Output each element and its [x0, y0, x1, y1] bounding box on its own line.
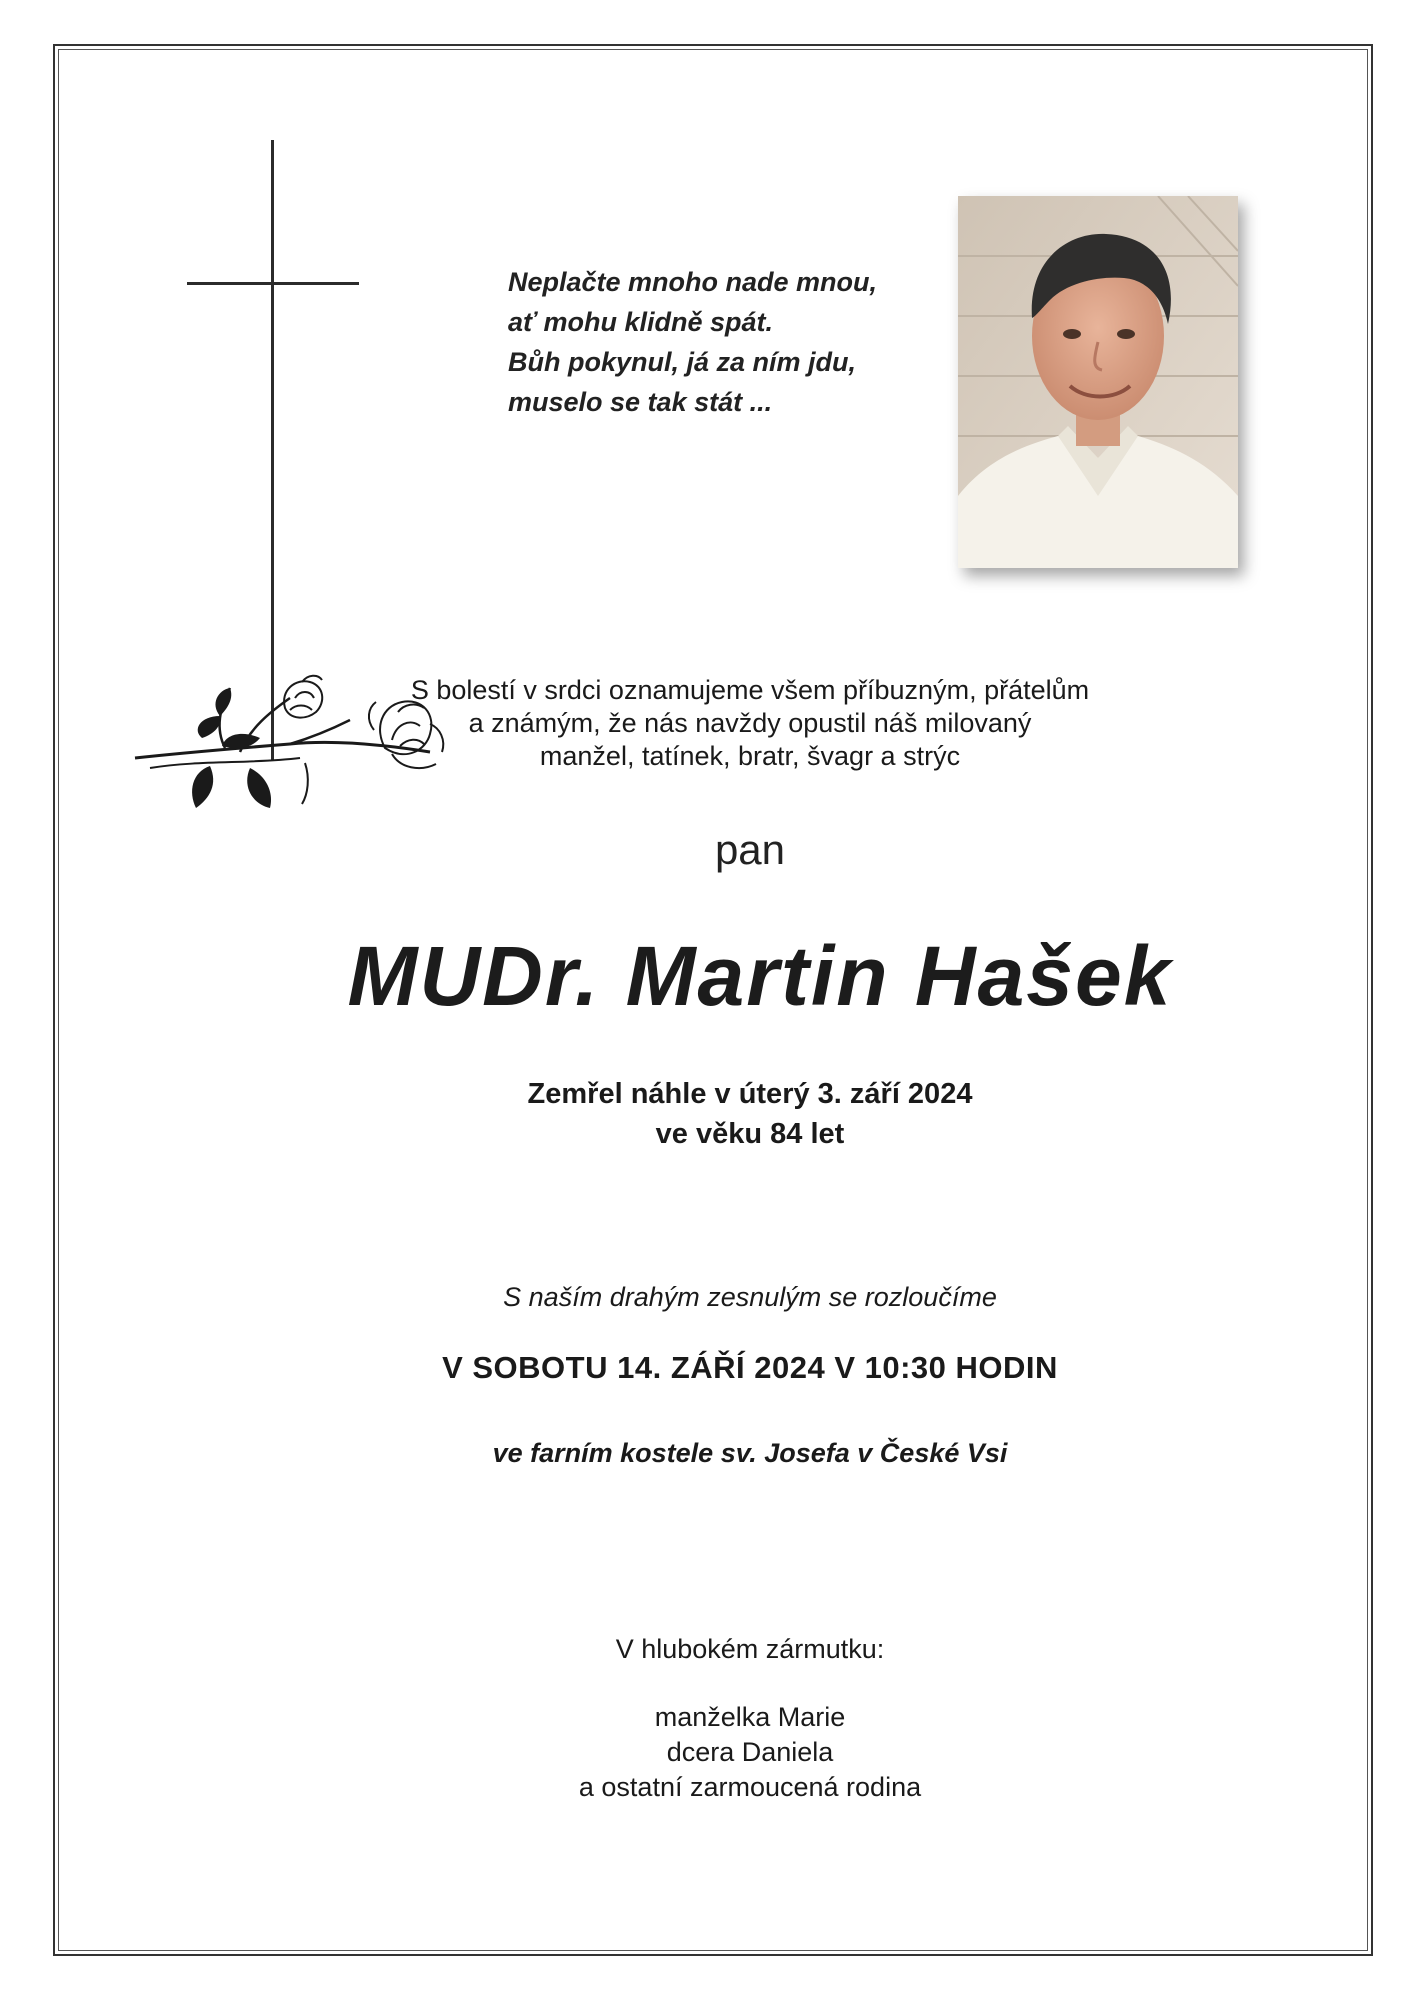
farewell-intro: S naším drahým zesnulým se rozloučíme: [503, 1282, 997, 1312]
mourner-line: a ostatní zarmoucená rodina: [578, 1772, 922, 1802]
poem-line: ať mohu klidně spát.: [508, 307, 773, 337]
poem-line: Bůh pokynul, já za ním jdu,: [508, 347, 857, 377]
announcement-line: manžel, tatínek, bratr, švagr a strýc: [539, 741, 961, 771]
poem-line: muselo se tak stát ...: [508, 387, 773, 417]
funeral-place: ve farním kostele sv. Josefa v České Vsi: [492, 1438, 1008, 1468]
poem: [508, 262, 928, 422]
mourners-list: [300, 1700, 1200, 1805]
portrait-photo: [958, 196, 1238, 568]
mourner-line: manželka Marie: [654, 1702, 846, 1732]
cross-horizontal-bar: [187, 282, 359, 285]
announcement-line: S bolestí v srdci oznamujeme všem příbuzným, přátelům: [410, 675, 1090, 705]
mourner-line: dcera Daniela: [666, 1737, 834, 1767]
poem-line: Neplačte mnoho nade mnou,: [508, 267, 878, 297]
death-details: [300, 1074, 1200, 1154]
deceased-name: MUDr. Martin Hašek: [347, 929, 1173, 1023]
funeral-date: V SOBOTU 14. ZÁŘÍ 2024 V 10:30 HODIN: [442, 1350, 1058, 1385]
salutation: pan: [714, 826, 786, 873]
death-date: Zemřel náhle v úterý 3. září 2024: [527, 1078, 973, 1110]
announcement-line: a známým, že nás navždy opustil náš milovaný: [468, 708, 1032, 738]
cross-vertical-bar: [271, 140, 274, 760]
death-age: ve věku 84 let: [655, 1118, 845, 1150]
announcement-text: [300, 674, 1200, 773]
mourners-heading: V hlubokém zármutku:: [615, 1634, 885, 1664]
